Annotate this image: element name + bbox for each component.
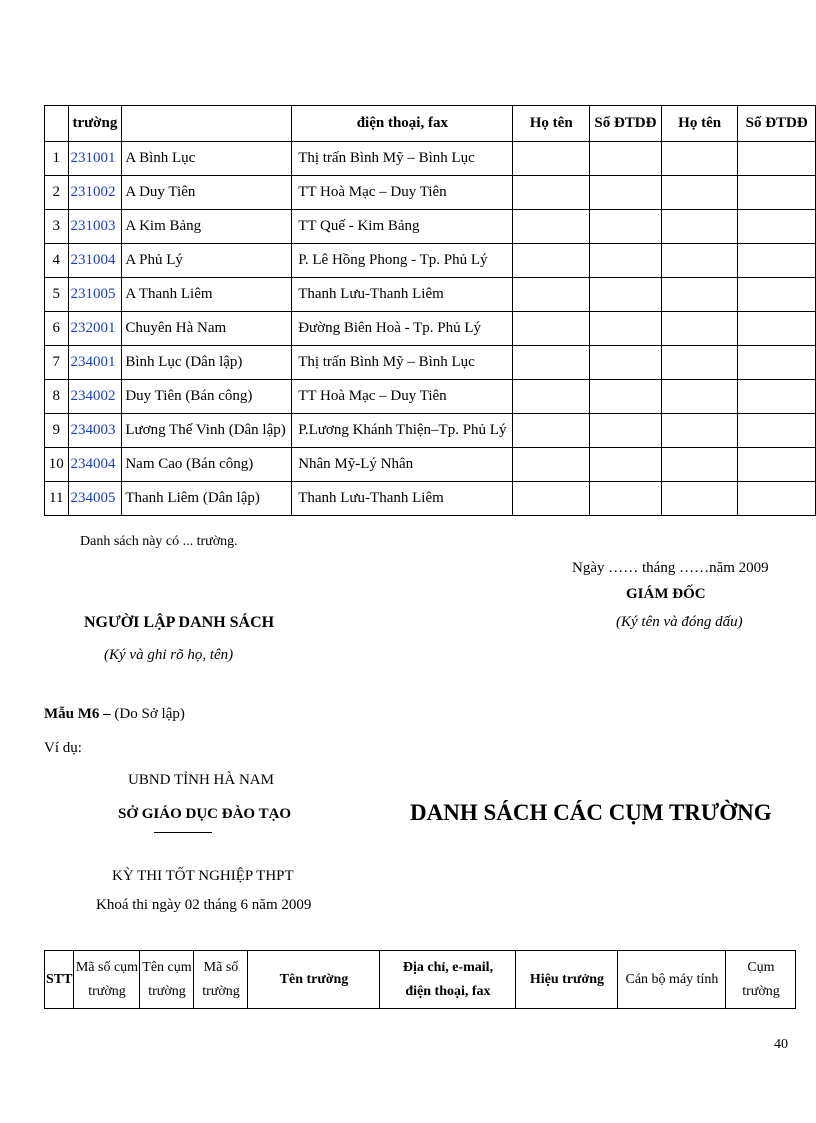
row-school-name: Bình Lục (Dân lập)	[122, 346, 292, 380]
preparer-title: NGƯỜI LẬP DANH SÁCH	[84, 614, 275, 631]
row-stt: 2	[45, 176, 69, 210]
row-mobile-1	[589, 176, 661, 210]
row-stt: 11	[45, 482, 69, 516]
table-header-row	[45, 106, 816, 142]
row-mobile-1	[589, 346, 661, 380]
row-school-name: A Bình Lục	[122, 142, 292, 176]
table-row	[45, 176, 816, 210]
exam-name: KỲ THI TỐT NGHIỆP THPT	[112, 868, 294, 884]
row-stt: 1	[45, 142, 69, 176]
row-school-name: A Kim Bảng	[122, 210, 292, 244]
department-name: SỞ GIÁO DỤC ĐÀO TẠO	[118, 806, 292, 822]
col-it-staff: Cán bộ máy tính	[618, 951, 726, 1009]
row-fullname-2	[661, 278, 737, 312]
clusters-table	[44, 950, 796, 1009]
table-row	[45, 312, 816, 346]
list-note: Danh sách này có ... trường.	[80, 534, 238, 549]
schools-table	[44, 105, 816, 516]
row-stt: 6	[45, 312, 69, 346]
department-underline	[154, 832, 212, 833]
row-fullname-2	[661, 176, 737, 210]
row-fullname-2	[661, 210, 737, 244]
preparer-instruction: (Ký và ghi rõ họ, tên)	[104, 647, 234, 663]
row-fullname-1	[513, 278, 589, 312]
col-cluster-name: Tên cụm trường	[140, 951, 194, 1009]
row-mobile-2	[738, 142, 816, 176]
row-fullname-2	[661, 448, 737, 482]
row-fullname-1	[513, 482, 589, 516]
row-fullname-1	[513, 244, 589, 278]
col-address: Địa chỉ, e-mail, điện thoại, fax	[380, 951, 516, 1009]
row-school-code: 231002	[68, 176, 122, 210]
row-stt: 5	[45, 278, 69, 312]
table-row	[45, 244, 816, 278]
col-stt: STT	[45, 951, 74, 1009]
row-fullname-1	[513, 210, 589, 244]
row-mobile-1	[589, 142, 661, 176]
col-principal: Hiệu trưởng	[516, 951, 618, 1009]
row-mobile-1	[589, 278, 661, 312]
row-fullname-2	[661, 312, 737, 346]
row-fullname-1	[513, 142, 589, 176]
row-fullname-1	[513, 176, 589, 210]
header-stt	[45, 106, 69, 142]
row-mobile-1	[589, 210, 661, 244]
row-stt: 4	[45, 244, 69, 278]
header-mobile-1: Số ĐTDĐ	[589, 106, 661, 142]
row-mobile-1	[589, 312, 661, 346]
row-mobile-1	[589, 482, 661, 516]
example-label: Ví dụ:	[44, 740, 82, 756]
row-mobile-2	[738, 278, 816, 312]
row-mobile-2	[738, 448, 816, 482]
table-row	[45, 278, 816, 312]
header-mobile-2: Số ĐTDĐ	[738, 106, 816, 142]
row-address: P. Lê Hồng Phong - Tp. Phủ Lý	[292, 244, 513, 278]
row-school-code: 234001	[68, 346, 122, 380]
table-row	[45, 482, 816, 516]
row-school-code: 234005	[68, 482, 122, 516]
row-address: Thanh Lưu-Thanh Liêm	[292, 482, 513, 516]
row-stt: 7	[45, 346, 69, 380]
row-mobile-2	[738, 380, 816, 414]
row-stt: 3	[45, 210, 69, 244]
row-school-name: A Duy Tiên	[122, 176, 292, 210]
row-mobile-2	[738, 244, 816, 278]
row-address: Thanh Lưu-Thanh Liêm	[292, 278, 513, 312]
row-fullname-2	[661, 482, 737, 516]
header-name	[122, 106, 292, 142]
row-mobile-2	[738, 210, 816, 244]
exam-date: Khoá thi ngày 02 tháng 6 năm 2009	[96, 897, 312, 913]
form-code	[44, 706, 185, 723]
col-school-code: Mã số trường	[194, 951, 248, 1009]
row-mobile-2	[738, 414, 816, 448]
col-school-name: Tên trường	[248, 951, 380, 1009]
table-row	[45, 380, 816, 414]
form-code-note: (Do Sở lập)	[110, 706, 185, 722]
row-mobile-1	[589, 244, 661, 278]
row-school-name: Nam Cao (Bán công)	[122, 448, 292, 482]
header-fullname-1: Họ tên	[513, 106, 589, 142]
row-fullname-1	[513, 312, 589, 346]
row-fullname-1	[513, 448, 589, 482]
row-school-code: 234004	[68, 448, 122, 482]
clusters-header-row	[45, 951, 796, 1009]
row-school-code: 231005	[68, 278, 122, 312]
signature-date: Ngày …… tháng ……năm 2009	[572, 560, 769, 576]
row-school-name: A Thanh Liêm	[122, 278, 292, 312]
table-row	[45, 142, 816, 176]
row-address: TT Quế - Kim Bảng	[292, 210, 513, 244]
row-address: Thị trấn Bình Mỹ – Bình Lục	[292, 346, 513, 380]
row-school-name: Chuyên Hà Nam	[122, 312, 292, 346]
row-address: TT Hoà Mạc – Duy Tiên	[292, 380, 513, 414]
row-school-code: 231004	[68, 244, 122, 278]
row-school-code: 231003	[68, 210, 122, 244]
row-fullname-1	[513, 346, 589, 380]
form-code-label: Mẫu M6 –	[44, 706, 111, 722]
row-mobile-2	[738, 346, 816, 380]
col-cluster-code: Mã số cụm trường	[74, 951, 140, 1009]
row-fullname-2	[661, 380, 737, 414]
row-school-code: 234003	[68, 414, 122, 448]
row-school-name: Lương Thế Vinh (Dân lập)	[122, 414, 292, 448]
row-mobile-1	[589, 380, 661, 414]
row-address: Thị trấn Bình Mỹ – Bình Lục	[292, 142, 513, 176]
row-address: P.Lương Khánh Thiện–Tp. Phủ Lý	[292, 414, 513, 448]
row-school-code: 231001	[68, 142, 122, 176]
row-fullname-1	[513, 380, 589, 414]
document-title: DANH SÁCH CÁC CỤM TRƯỜNG	[410, 800, 772, 825]
table-row	[45, 448, 816, 482]
row-school-name: A Phủ Lý	[122, 244, 292, 278]
header-fullname-2: Họ tên	[661, 106, 737, 142]
row-stt: 9	[45, 414, 69, 448]
row-fullname-2	[661, 142, 737, 176]
row-mobile-2	[738, 176, 816, 210]
row-fullname-2	[661, 346, 737, 380]
row-mobile-1	[589, 414, 661, 448]
row-fullname-2	[661, 414, 737, 448]
director-title: GIÁM ĐỐC	[626, 586, 706, 602]
agency-name: UBND TỈNH HÀ NAM	[128, 772, 274, 788]
row-school-name: Duy Tiên (Bán công)	[122, 380, 292, 414]
table-row	[45, 414, 816, 448]
row-school-name: Thanh Liêm (Dân lập)	[122, 482, 292, 516]
col-cluster: Cụm trường	[726, 951, 796, 1009]
row-stt: 10	[45, 448, 69, 482]
table-row	[45, 210, 816, 244]
row-school-code: 232001	[68, 312, 122, 346]
header-contact: điện thoại, fax	[292, 106, 513, 142]
row-mobile-2	[738, 312, 816, 346]
row-fullname-2	[661, 244, 737, 278]
row-address: Đường Biên Hoà - Tp. Phủ Lý	[292, 312, 513, 346]
row-stt: 8	[45, 380, 69, 414]
row-fullname-1	[513, 414, 589, 448]
table-row	[45, 346, 816, 380]
row-address: TT Hoà Mạc – Duy Tiên	[292, 176, 513, 210]
row-mobile-2	[738, 482, 816, 516]
row-address: Nhân Mỹ-Lý Nhân	[292, 448, 513, 482]
director-instruction: (Ký tên và đóng dấu)	[616, 614, 743, 630]
header-school: trường	[68, 106, 122, 142]
row-school-code: 234002	[68, 380, 122, 414]
page-number: 40	[774, 1037, 788, 1052]
row-mobile-1	[589, 448, 661, 482]
